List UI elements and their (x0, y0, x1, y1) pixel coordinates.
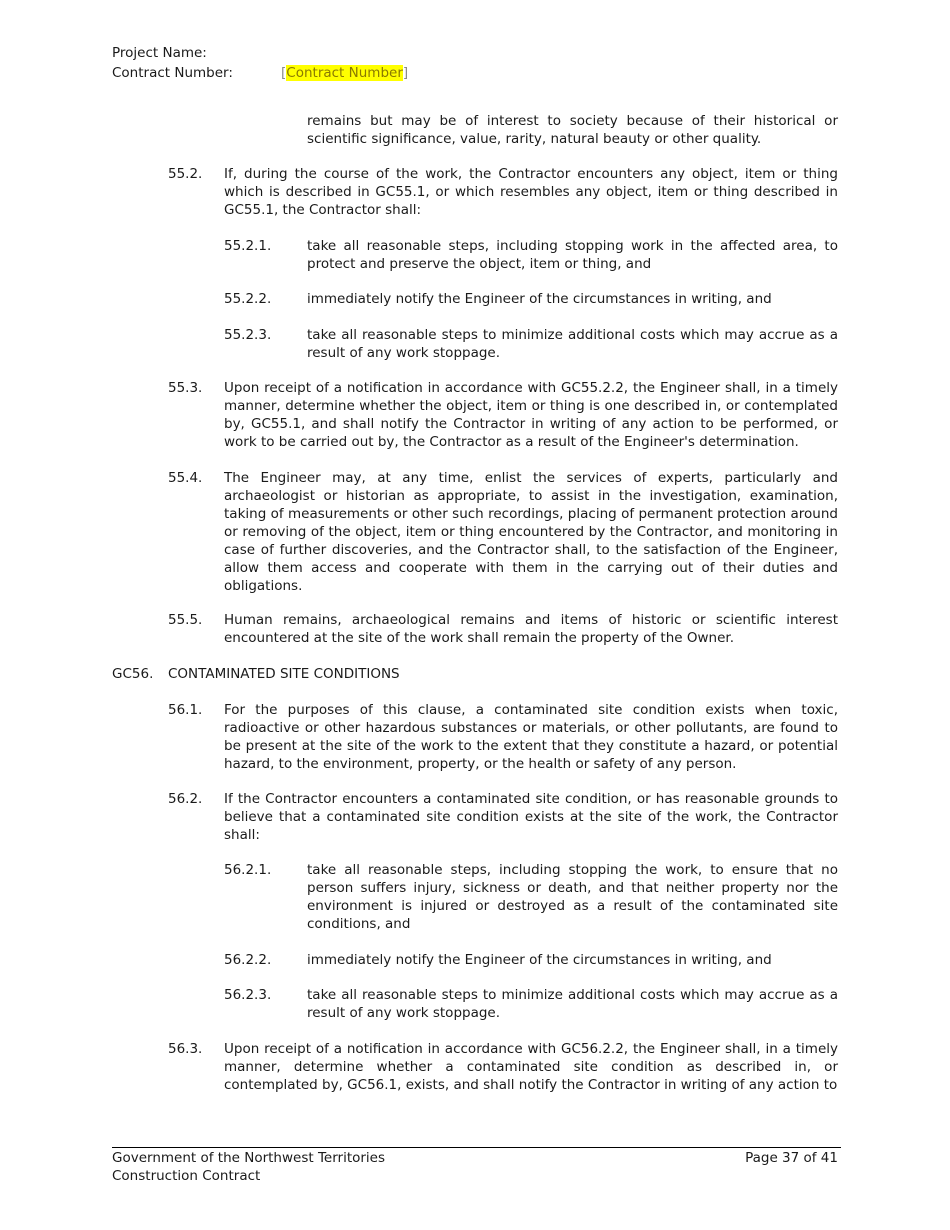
footer-page-number: Page 37 of 41 (745, 1150, 838, 1166)
clause-number: 56.3. (168, 1041, 203, 1057)
subclause-text: immediately notify the Engineer of the circumstances in writing, and (307, 952, 772, 968)
continued-paragraph: remains but may be of interest to society because of their historical or scientific significance, value, rarity, natural beauty or other quality. (307, 113, 838, 147)
section-number: GC56. (112, 666, 154, 682)
section-title: CONTAMINATED SITE CONDITIONS (168, 666, 400, 682)
clause-text: Upon receipt of a notification in accordance with GC56.2.2, the Engineer shall, in a timely manner, determine whether a contaminated site condition as described in, or contemplated by, GC56.1, exists, and shall notify the Contractor in writing of any action to (224, 1041, 838, 1093)
subclause-number: 56.2.2. (224, 952, 272, 968)
field-close-bracket: ] (402, 65, 409, 81)
footer-divider (112, 1147, 841, 1148)
clause-text: The Engineer may, at any time, enlist the services of experts, particularly and archaeologist or historian as appropriate, to assist in the investigation, examination, taking of measurements or other such recordings, placing of permanent protection around or removing of the object, item or thing encountered by the Contractor, and monitoring in case of further discoveries, and the Contractor shall, to the satisfaction of the Engineer, allow them access and cooperate with them in the carrying out of their duties and obligations. (224, 470, 838, 594)
clause-number: 55.2. (168, 166, 203, 182)
field-open-bracket: [ (281, 65, 287, 81)
subclause-number: 56.2.3. (224, 987, 272, 1003)
subclause-text: take all reasonable steps to minimize additional costs which may accrue as a result of any work stoppage. (307, 327, 838, 361)
footer-organization: Government of the Northwest Territories (112, 1150, 386, 1166)
clause-text: Human remains, archaeological remains and items of historic or scientific interest encountered at the site of the work shall remain the property of the Owner. (224, 612, 838, 646)
subclause-number: 55.2.2. (224, 291, 272, 307)
section-heading (112, 665, 400, 683)
clause-text: If, during the course of the work, the Contractor encounters any object, item or thing which is described in GC55.1, or which resembles any object, item or thing described in GC55.1, the Contractor shall: (224, 166, 838, 218)
subclause-number: 56.2.1. (224, 862, 272, 878)
footer-document-type: Construction Contract (112, 1168, 261, 1184)
project-name-label: Project Name: (112, 45, 207, 61)
subclause-number: 55.2.1. (224, 238, 272, 254)
clause-number: 55.4. (168, 470, 203, 486)
clause-number: 55.5. (168, 612, 203, 628)
clause-number: 56.1. (168, 702, 203, 718)
subclause-number: 55.2.3. (224, 327, 272, 343)
clause-number: 55.3. (168, 380, 203, 396)
clause-text: Upon receipt of a notification in accordance with GC55.2.2, the Engineer shall, in a timely manner, determine whether the object, item or thing is one described in, or contemplated by, GC55.1, and shall notify the Contractor in writing of any action to be performed, or work to be carried out by, the Contractor as a result of the Engineer's determination. (224, 380, 838, 450)
subclause-text: immediately notify the Engineer of the circumstances in writing, and (307, 291, 772, 307)
contract-number-placeholder[interactable]: Contract Number (286, 65, 403, 81)
contract-number-field[interactable] (281, 65, 408, 81)
contract-number-label: Contract Number: (112, 65, 233, 81)
clause-text: For the purposes of this clause, a contaminated site condition exists when toxic, radioactive or other hazardous substances or materials, or other pollutants, are found to be present at the site of the work to the extent that they constitute a hazard, or potential hazard, to the environment, property, or the health or safety of any person. (224, 702, 838, 772)
clause-text: If the Contractor encounters a contaminated site condition, or has reasonable grounds to believe that a contaminated site condition exists at the site of the work, the Contractor shall: (224, 791, 838, 843)
subclause-text: take all reasonable steps to minimize additional costs which may accrue as a result of any work stoppage. (307, 987, 838, 1021)
subclause-text: take all reasonable steps, including stopping the work, to ensure that no person suffers injury, sickness or death, and that neither property nor the environment is injured or destroyed as a result of the contaminated site conditions, and (307, 862, 838, 932)
subclause-text: take all reasonable steps, including stopping work in the affected area, to protect and preserve the object, item or thing, and (307, 238, 838, 272)
clause-number: 56.2. (168, 791, 203, 807)
